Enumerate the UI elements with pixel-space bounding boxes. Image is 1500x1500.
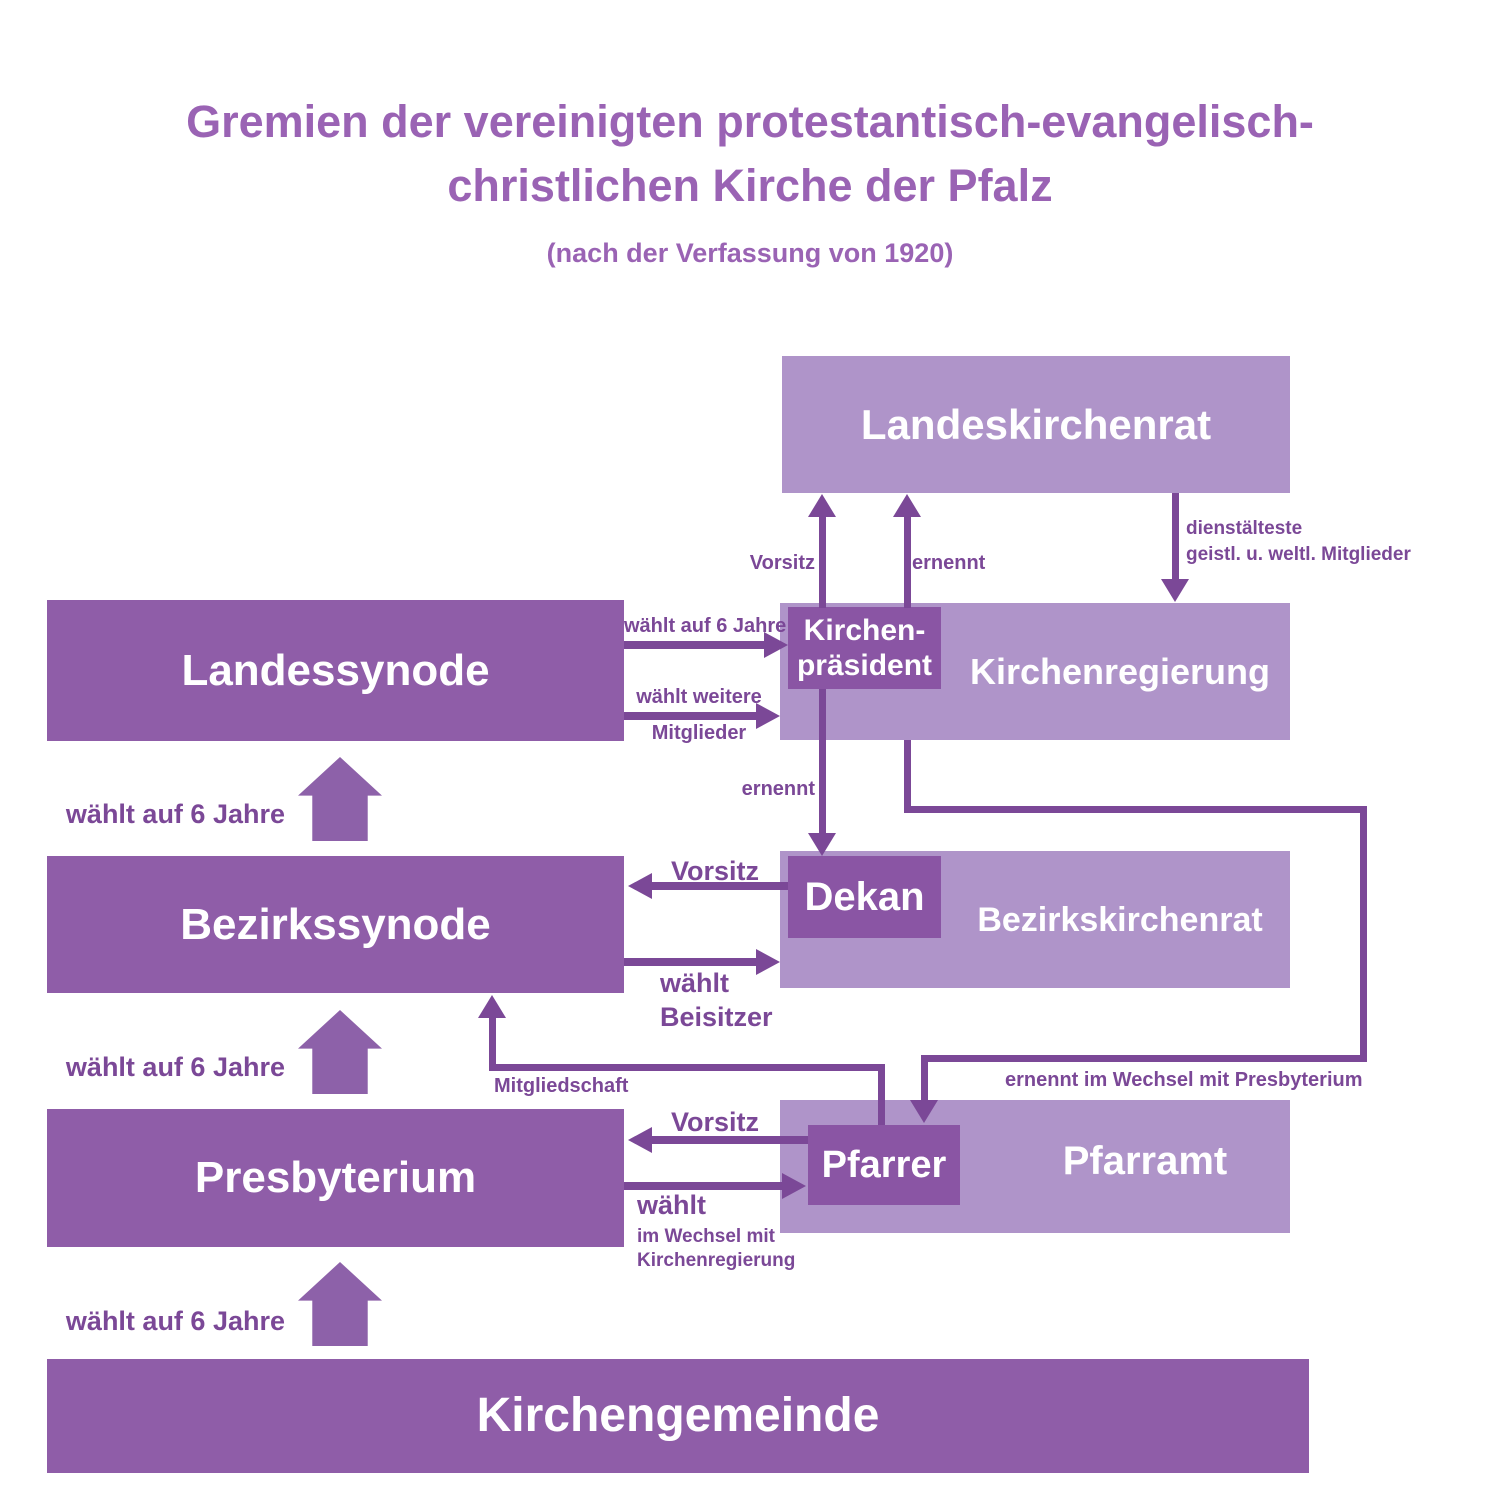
connector-waehlt-weitere	[624, 712, 756, 720]
connector-dienstaelteste	[1172, 493, 1179, 579]
edge-label-waehlt6-presbyterium: wählt auf 6 Jahre	[65, 1306, 285, 1336]
box-pfarramt-label: Pfarramt	[1062, 1139, 1228, 1183]
connector-ernennt-wechsel-seg5	[921, 1055, 928, 1102]
connector-ernennt-dekan	[819, 689, 826, 833]
box-landessynode: Landessynode	[47, 600, 624, 741]
edge-label-waehlt-pfarrer-line3: Kirchenregierung	[637, 1250, 796, 1271]
edge-label-ernennt-landeskirchenrat: ernennt	[912, 552, 986, 574]
box-kirchenpraesident	[788, 607, 941, 689]
page-subtitle: (nach der Verfassung von 1920)	[546, 238, 954, 268]
edge-label-dienstaelteste-line2: geistl. u. weltl. Mitglieder	[1186, 544, 1411, 565]
arrowhead-down-icon	[1161, 579, 1189, 602]
arrowhead-up-icon	[893, 494, 921, 517]
edge-label-mitgliedschaft: Mitgliedschaft	[494, 1075, 629, 1097]
box-kirchenregierung-label: Kirchenregierung	[969, 651, 1271, 692]
box-landeskirchenrat: Landeskirchenrat	[782, 356, 1290, 493]
connector-waehlt-beisitzer	[624, 958, 756, 966]
box-pfarrer: Pfarrer	[808, 1125, 960, 1205]
connector-vorsitz-landeskirchenrat	[819, 516, 826, 608]
arrowhead-down-icon	[910, 1100, 938, 1123]
connector-ernennt-wechsel-seg4	[921, 1055, 1367, 1062]
block-arrow-up-icon	[298, 1262, 382, 1346]
arrowhead-up-icon	[808, 494, 836, 517]
edge-label-waehlt-pfarrer-line1: wählt	[637, 1190, 707, 1220]
edge-label-vorsitz-bezirkssynode: Vorsitz	[670, 856, 759, 886]
edge-label-ernennt-dekan: ernennt	[741, 778, 815, 800]
page-title-line2: christlichen Kirche der Pfalz	[447, 160, 1053, 211]
box-kirchengemeinde: Kirchengemeinde	[47, 1359, 1309, 1473]
box-bezirkssynode: Bezirkssynode	[47, 856, 624, 993]
connector-ernennt-wechsel-seg1	[904, 740, 911, 813]
edge-label-dienstaelteste-line1: dienstälteste	[1186, 518, 1303, 539]
edge-label-waehlt-praesident: wählt auf 6 Jahre	[624, 615, 787, 637]
connector-mitgliedschaft-seg3	[878, 1064, 885, 1125]
edge-label-waehlt-pfarrer-line2: im Wechsel mit	[637, 1226, 775, 1247]
block-arrow-up-icon	[298, 757, 382, 841]
box-kirchenpraesident-line2: präsident	[796, 649, 933, 682]
arrowhead-down-icon	[808, 833, 836, 856]
arrowhead-up-icon	[478, 995, 506, 1018]
connector-ernennt-landeskirchenrat	[904, 516, 911, 608]
edge-label-waehlt-weitere-line2: Mitglieder	[651, 722, 747, 744]
page-title-line1: Gremien der vereinigten protestantisch-evangelisch-	[186, 96, 1314, 147]
connector-ernennt-wechsel-seg2	[904, 806, 1367, 813]
connector-waehlt-pfarrer	[624, 1182, 782, 1190]
box-presbyterium: Presbyterium	[47, 1109, 624, 1247]
arrowhead-right-icon	[756, 949, 780, 975]
edge-label-waehlt-beisitzer-line2: Beisitzer	[660, 1002, 773, 1032]
connector-mitgliedschaft-seg1	[489, 1018, 496, 1065]
edge-label-vorsitz-presbyterium: Vorsitz	[670, 1107, 759, 1137]
edge-label-vorsitz-landeskirchenrat: Vorsitz	[749, 552, 815, 574]
connector-mitgliedschaft-seg2	[489, 1064, 885, 1071]
edge-label-ernennt-wechsel: ernennt im Wechsel mit Presbyterium	[1005, 1069, 1363, 1091]
arrowhead-right-icon	[782, 1173, 806, 1199]
edge-label-waehlt-beisitzer-line1: wählt	[660, 968, 730, 998]
box-kirchenpraesident-line1: Kirchen-	[803, 614, 926, 647]
box-bezirkskirchenrat-label: Bezirkskirchenrat	[977, 901, 1263, 939]
box-dekan: Dekan	[788, 856, 941, 938]
connector-waehlt-praesident	[624, 641, 766, 649]
block-arrow-up-icon	[298, 1010, 382, 1094]
connector-ernennt-wechsel-seg3	[1360, 806, 1367, 1062]
edge-label-waehlt6-landessynode: wählt auf 6 Jahre	[65, 799, 285, 829]
edge-label-waehlt-weitere-line1: wählt weitere	[636, 686, 762, 708]
edge-label-waehlt6-bezirkssynode: wählt auf 6 Jahre	[65, 1052, 285, 1082]
